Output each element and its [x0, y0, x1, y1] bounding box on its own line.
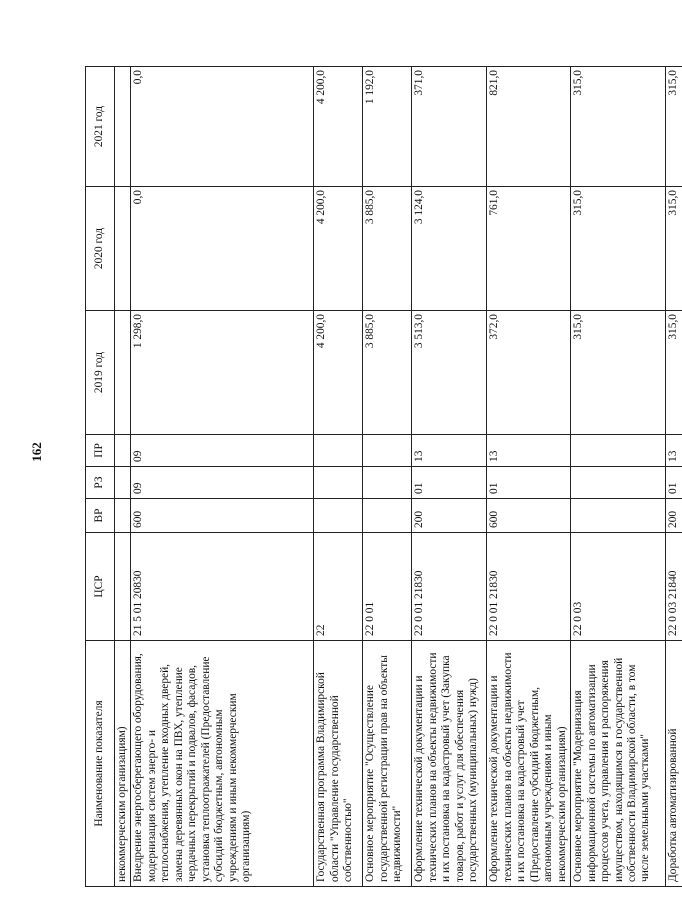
header-vr: ВР [86, 499, 115, 533]
header-name: Наименование показателя [86, 641, 115, 887]
cell-rz: 01 [487, 467, 571, 499]
table-header [86, 67, 115, 887]
cell-csr: 22 [314, 533, 363, 641]
cell-2019: 372,0 [487, 311, 571, 435]
cell-rz [115, 467, 131, 499]
cell-csr: 22 0 03 21840 [666, 533, 682, 641]
cell-name: Основное мероприятие "Модернизация информационной системы по автоматизации процессов учета, управления и распоряжения имуществом, находящимся в государственной собственности Владимирской области, в том числе земельными участками" [571, 641, 666, 887]
cell-2020: 4 200,0 [314, 187, 363, 311]
cell-vr: 600 [131, 499, 314, 533]
table-row [314, 67, 363, 887]
cell-name: Государственная программа Владимирской области "Управление государственной собственностью" [314, 641, 363, 887]
cell-2020 [115, 187, 131, 311]
header-2019: 2019 год [86, 311, 115, 435]
cell-csr [115, 533, 131, 641]
cell-name: Оформление технической документации и технических планов на объекты недвижимости и их постановка на кадастровый учет (Предоставление субсидий бюджетным, автономным учреждениям и иным некоммерческим организациям) [487, 641, 571, 887]
cell-2020: 761,0 [487, 187, 571, 311]
table-body [115, 67, 682, 887]
table-row [412, 67, 487, 887]
cell-2021: 371,0 [412, 67, 487, 187]
cell-pr [363, 435, 412, 467]
cell-2019: 3 885,0 [363, 311, 412, 435]
cell-csr: 22 0 03 [571, 533, 666, 641]
cell-name: некоммерческим организациям) [115, 641, 131, 887]
header-2021: 2021 год [86, 67, 115, 187]
cell-pr [571, 435, 666, 467]
cell-vr [115, 499, 131, 533]
table-row [487, 67, 571, 887]
cell-pr: 13 [487, 435, 571, 467]
rotated-table-wrapper [85, 67, 680, 887]
cell-2019: 3 513,0 [412, 311, 487, 435]
cell-vr: 600 [487, 499, 571, 533]
cell-rz [363, 467, 412, 499]
cell-csr: 21 5 01 20830 [131, 533, 314, 641]
cell-rz: 01 [666, 467, 682, 499]
page-number: 162 [29, 442, 44, 462]
header-row [86, 67, 115, 887]
header-rz: РЗ [86, 467, 115, 499]
cell-pr: 13 [666, 435, 682, 467]
cell-2020: 315,0 [571, 187, 666, 311]
cell-rz [571, 467, 666, 499]
cell-2019: 1 298,0 [131, 311, 314, 435]
cell-2020: 0,0 [131, 187, 314, 311]
cell-pr: 09 [131, 435, 314, 467]
cell-2020: 315,0 [666, 187, 682, 311]
header-2020: 2020 год [86, 187, 115, 311]
cell-vr [571, 499, 666, 533]
cell-2020: 3 885,0 [363, 187, 412, 311]
cell-name: Оформление технической документации и технических планов на объекты недвижимости и их постановка на кадастровый учет (Закупка товаров, работ и услуг для обеспечения государственных (муниципальных) нужд) [412, 641, 487, 887]
cell-rz [314, 467, 363, 499]
cell-vr [363, 499, 412, 533]
header-csr: ЦСР [86, 533, 115, 641]
cell-name: Доработка автоматизированной [666, 641, 682, 887]
table-row-continuation [115, 67, 131, 887]
cell-pr [314, 435, 363, 467]
cell-2019: 315,0 [666, 311, 682, 435]
table-row [571, 67, 666, 887]
cell-2019 [115, 311, 131, 435]
cell-2021: 4 200,0 [314, 67, 363, 187]
cell-vr [314, 499, 363, 533]
cell-pr [115, 435, 131, 467]
table-row [363, 67, 412, 887]
cell-csr: 22 0 01 21830 [487, 533, 571, 641]
cell-csr: 22 0 01 [363, 533, 412, 641]
cell-pr: 13 [412, 435, 487, 467]
cell-2021: 315,0 [571, 67, 666, 187]
table-row [131, 67, 314, 887]
cell-2019: 315,0 [571, 311, 666, 435]
cell-rz: 01 [412, 467, 487, 499]
cell-name: Внедрение энергосберегающего оборудования, модернизация систем энерго- и теплоснабжения, утепление входных дверей, замена деревянных окон на ПВХ, утепление чердачных перекрытий и подвалов, фасадов, установка теплоотражателей (Предоставление субсидий бюджетным, автономным учреждениям и иным некоммерческим организациям) [131, 641, 314, 887]
cell-2021: 1 192,0 [363, 67, 412, 187]
header-pr: ПР [86, 435, 115, 467]
cell-2020: 3 124,0 [412, 187, 487, 311]
cell-2021: 821,0 [487, 67, 571, 187]
cell-rz: 09 [131, 467, 314, 499]
cell-2021: 0,0 [131, 67, 314, 187]
cell-vr: 200 [412, 499, 487, 533]
cell-2021: 315,0 [666, 67, 682, 187]
cell-2021 [115, 67, 131, 187]
cell-2019: 4 200,0 [314, 311, 363, 435]
cell-csr: 22 0 01 21830 [412, 533, 487, 641]
table-row [666, 67, 682, 887]
budget-table [85, 66, 682, 887]
cell-vr: 200 [666, 499, 682, 533]
cell-name: Основное мероприятие "Осуществление государственной регистрации прав на объекты недвижимости" [363, 641, 412, 887]
